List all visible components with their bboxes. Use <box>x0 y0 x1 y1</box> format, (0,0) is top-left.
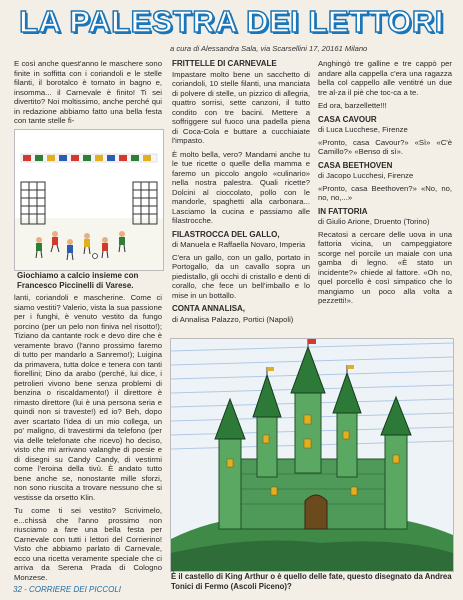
fattoria-text: Recatosi a cercare delle uova in una fattoria vicina, un campeggiatore scorge nel porcile un maiale con una gamba di legno. «È stato un incidente?» chiede al fattore. «Oh no, quel porcello è così simpatico che lo mangiamo un poco alla volta a pezzetti!». <box>318 229 452 305</box>
column-2 <box>172 59 310 327</box>
cavour-heading: CASA CAVOUR <box>318 114 377 124</box>
conta-author: di Annalisa Palazzo, Portici (Napoli) <box>172 314 294 324</box>
filastrocca-heading: FILASTROCCA DEL GALLO, <box>172 229 280 239</box>
soccer-caption: Giochiamo a calcio insieme con Francesco Piccinelli di Varese. <box>17 271 139 290</box>
frittelle-heading: FRITTELLE DI CARNEVALE <box>172 59 277 68</box>
column-1-intro <box>14 59 162 130</box>
cavour-text: «Pronto, casa Cavour?» «Sì» «C'è Camillo?» «Benso di sì». <box>318 137 452 156</box>
page-footer: 32 - CORRIERE DEI PICCOLI <box>13 585 122 594</box>
beethoven-text: «Pronto, casa Beethoven?» «No, no, no, no,...» <box>318 183 452 202</box>
column-3 <box>318 59 452 310</box>
beethoven-heading: CASA BEETHOVEN <box>318 160 393 170</box>
conta-text: Anghingò tre galline e tre cappò per andare alla cappella c'era una ragazza bella col cappello alle ventitré un due tre al-za il piè che toc-ca a te. <box>318 59 452 97</box>
cavour-author: di Luca Lucchese, Firenze <box>318 125 408 134</box>
page-title: LA PALESTRA DEI LETTORI <box>19 4 444 39</box>
body-paragraph: lanti, coriandoli e mascherine. Come ci siamo vestiti? Valerio, vista la sua passione per i funghi, è venuto vestito da fungo porcino (per un pelo non finiva nel risotto!); Tiziano da cantante rock e devo dire che è veramente bravo (l'anno prossimo faremo di tutto per mandarlo a Sanremo!); Luigina da primavera, tutta dolce e tenera con tanti fiorellini; Dino da arabo (perché, lui dice, i petrolieri vivono bene senza problemi di benzina o riscaldamento!) il direttore è rimasto direttore (lui è una persona seria e quindi non si traveste!) ed io? Beh, dopo aver scartato l'idea di un mio collega, un po' maligno, di travestirmi da telefono (per via delle telefonate che ricevo) ho deciso, visto che mi arrivano valanghe di poesie e di disegni su Candy Candy, di vestirmi come l'eroina della tivù. È andato tutto bene anche se, nonostante mille sforzi, non sono riuscita a trovare nessuno che si vestisse da orsetto Klin. <box>14 293 162 502</box>
intro-paragraph: E così anche quest'anno le maschere sono finite in soffitta con i coriandoli e le stelle filanti, il borotalco è tornato in bagno e, insomma... il Carnevale è finito! Ti sei divertito? Noi moltissimo, anche perché qui in redazione abbiamo fatto una bella festa con tante stelle fi- <box>14 59 162 125</box>
castle-caption: È il castello di King Arthur o è quello delle fate, questo disegnato da Andrea Tonici di Fermo (Ascoli Piceno)? <box>171 572 452 591</box>
fattoria-heading: IN FATTORIA <box>318 206 368 216</box>
castle-drawing <box>170 338 454 572</box>
barzellette-intro: Ed ora, barzellette!!! <box>318 101 387 110</box>
castle-drawing-image <box>171 339 453 571</box>
soccer-drawing <box>14 129 164 271</box>
conta-heading: CONTA ANNALISA, <box>172 304 246 313</box>
frittelle-text-2: È molto bella, vero? Mandami anche tu le tue ricette o quelle della mamma e faremo un piccolo angolo «culinario» nella nostra palestra. Quali ricette? Dolcini al cioccolato, pollo con le mandorle, spaghetti alla carbonara... Lasciamo la cucina e passiamo alle filastrocche. <box>172 149 310 225</box>
filastrocca-author: di Manuela e Raffaella Novaro, Imperia <box>172 240 306 249</box>
fattoria-author: di Giulio Arione, Druento (Torino) <box>318 217 430 226</box>
filastrocca-text: C'era un gallo, con un gallo, portato in Portogallo, da un cavallo sopra un piedistallo, gli occhi di cristallo e denti di corallo, che fece un bell'imballo e lo mise in un bottallo. <box>172 252 310 300</box>
byline: a cura di Alessandra Sala, via Scarsellini 17, 20161 Milano <box>170 44 368 53</box>
soccer-drawing-image <box>15 130 163 270</box>
body-paragraph-2: Tu come ti sei vestito? Scrivimelo, e...chissà che l'anno prossimo non riusciamo a fare una bella festa per Carnevale con tutti i lettori del Corrierino! Visto che abbiamo parlato di Carnevale, ecco una ricetta veramente speciale che ci arriva da Serena Prada di Cologno Monzese. <box>14 506 162 582</box>
beethoven-author: di Jacopo Lucchesi, Firenze <box>318 171 414 180</box>
column-1-body <box>14 293 162 586</box>
frittelle-text: Impastare molto bene un sacchetto di coriandoli, 10 stelle filanti, una manciata di polvere di stelle, un pizzico di allegria, quattro sorrisi, sette canzoni, il tutto condito con tre bacini. Mettere a soffriggere sul fuoco una padella piena di Coca-Cola e buttare a cucchiaiate l'impasto. <box>172 69 310 145</box>
